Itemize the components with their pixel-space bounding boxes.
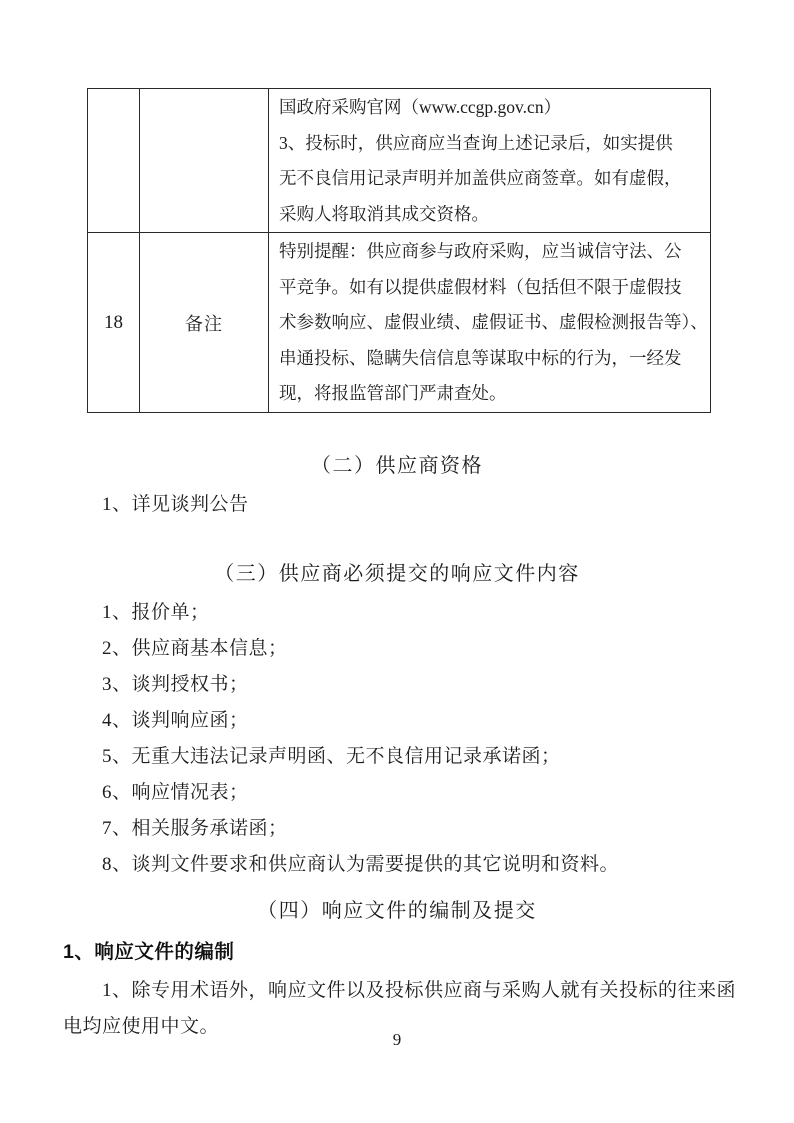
table-row: [88, 232, 710, 412]
list-item: 8、谈判文件要求和供应商认为需要提供的其它说明和资料。: [102, 854, 620, 875]
cell-text-line: 采购人将取消其成交资格。: [279, 203, 489, 224]
paragraph-line: 电均应使用中文。: [63, 1016, 220, 1037]
table-cell-label: 备注: [139, 233, 268, 412]
list-item: 1、报价单；: [102, 602, 210, 623]
table-cell-content: [268, 89, 710, 232]
section-heading-3: （三）供应商必须提交的响应文件内容: [214, 563, 580, 585]
cell-text-line: 3、投标时，供应商应当查询上述记录后，如实提供: [279, 132, 673, 153]
list-item: 4、谈判响应函；: [102, 710, 249, 731]
table-cell-number: [88, 89, 139, 232]
cell-text-line: 串通投标、隐瞒失信信息等谋取中标的行为，一经发: [279, 347, 682, 368]
list-item: 6、响应情况表；: [102, 782, 249, 803]
table-cell-number: 18: [104, 311, 123, 333]
list-item: 2、供应商基本信息；: [102, 638, 288, 659]
page-number: 9: [392, 1030, 402, 1049]
list-item: 3、谈判授权书；: [102, 674, 249, 695]
section-heading-4: （四）响应文件的编制及提交: [257, 900, 537, 922]
paragraph-line: 1、除专用术语外，响应文件以及投标供应商与采购人就有关投标的往来函: [102, 980, 737, 1001]
table-row: [88, 89, 710, 232]
cell-text-line: 平竞争。如有以提供虚假材料（包括但不限于虚假技: [279, 276, 682, 297]
section-2-item: 1、详见谈判公告: [102, 494, 249, 515]
required-documents-list: [102, 595, 619, 883]
cell-text-line: 国政府采购官网（www.ccgp.gov.cn）: [279, 97, 562, 117]
conditions-table: [87, 88, 711, 413]
table-cell-content: [268, 233, 710, 412]
cell-text-line: 特别提醒：供应商参与政府采购，应当诚信守法、公: [279, 241, 682, 261]
cell-text-line: 现，将报监管部门严肃查处。: [279, 383, 507, 404]
subsection-title: 1、响应文件的编制: [63, 941, 235, 963]
table-cell-label: [139, 89, 268, 232]
cell-text-line: 无不良信用记录声明并加盖供应商签章。如有虚假，: [279, 168, 682, 189]
list-item: 5、无重大违法记录声明函、无不良信用记录承诺函；: [102, 746, 561, 767]
list-item: 7、相关服务承诺函；: [102, 818, 288, 839]
section-heading-2: （二）供应商资格: [311, 455, 483, 477]
cell-text-line: 术参数响应、虚假业绩、虚假证书、虚假检测报告等）、: [279, 312, 708, 333]
